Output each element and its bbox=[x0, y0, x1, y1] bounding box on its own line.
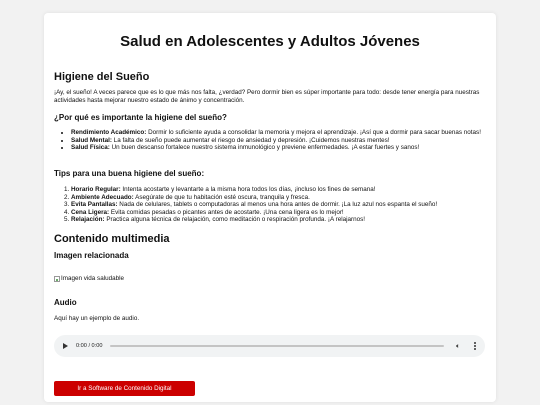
image-alt-text: Imagen vida saludable bbox=[61, 275, 125, 282]
why-heading: ¿Por qué es importante la higiene del sueño? bbox=[54, 113, 227, 122]
audio-progress-track[interactable] bbox=[110, 345, 444, 347]
more-options-icon[interactable] bbox=[474, 342, 476, 350]
tip-item-text: Nada de celulares, tablets o computadoras al menos una hora antes de dormir. ¡La luz azul nos espanta el sueño! bbox=[117, 201, 438, 209]
audio-heading: Audio bbox=[54, 298, 77, 307]
why-list bbox=[54, 129, 491, 152]
volume-icon[interactable]: 🔈︎ bbox=[456, 342, 461, 350]
tip-item-term: Evita Pantallas: bbox=[71, 201, 118, 209]
sleep-intro: ¡Ay, el sueño! A veces parece que es lo que más nos falta, ¿verdad? Pero dormir bien es súper importante para todo: desde tener energía para nuestras actividades hasta mejorar nuestro estado de ánimo y concentración. bbox=[54, 89, 480, 104]
why-item-term: Rendimiento Académico: bbox=[71, 129, 147, 136]
page-title: Salud en Adolescentes y Adultos Jóvenes bbox=[120, 33, 420, 50]
why-item bbox=[71, 137, 491, 145]
tip-item bbox=[71, 186, 491, 194]
content-card bbox=[44, 13, 496, 402]
sleep-heading: Higiene del Sueño bbox=[54, 71, 150, 83]
why-item-text: Dormir lo suficiente ayuda a consolidar la memoria y mejora el aprendizaje. ¡Así que a dormir para sacar buenas notas! bbox=[146, 129, 481, 136]
broken-image-icon bbox=[54, 276, 60, 282]
audio-time: 0:00 / 0:00 bbox=[76, 343, 103, 349]
tip-item bbox=[71, 194, 491, 202]
why-item-term: Salud Física: bbox=[71, 144, 110, 152]
why-item-term: Salud Mental: bbox=[71, 136, 112, 144]
play-icon[interactable] bbox=[63, 343, 68, 349]
tips-heading: Tips para una buena higiene del sueño: bbox=[54, 169, 205, 178]
tip-item-text: Evita comidas pesadas o picantes antes de acostarte. ¡Una cena ligera es lo mejor! bbox=[109, 208, 344, 216]
go-to-digital-content-button[interactable]: Ir a Software de Contenido Digital bbox=[54, 381, 195, 396]
why-item-text: La falta de sueño puede aumentar el riesgo de ansiedad y depresión. ¡Cuidemos nuestras mentes! bbox=[111, 136, 390, 144]
tip-item-term: Ambiente Adecuado: bbox=[71, 193, 134, 201]
audio-text: Aquí hay un ejemplo de audio. bbox=[54, 315, 140, 322]
tip-item bbox=[71, 209, 491, 217]
related-image bbox=[54, 275, 124, 282]
why-item-text: Un buen descanso fortalece nuestro sistema inmunológico y previene enfermedades. ¡A estar fuertes y sanos! bbox=[109, 144, 420, 152]
tip-item bbox=[71, 201, 491, 209]
why-item bbox=[71, 129, 491, 137]
tip-item-text: Intenta acostarte y levantarte a la misma hora todos los días, ¡incluso los fines de semana! bbox=[120, 186, 376, 193]
tips-list bbox=[54, 186, 491, 224]
tip-item-term: Relajación: bbox=[71, 216, 105, 224]
audio-player[interactable] bbox=[54, 335, 485, 357]
tip-item-term: Cena Ligera: bbox=[71, 208, 110, 216]
image-heading: Imagen relacionada bbox=[54, 251, 129, 260]
tip-item-text: Asegúrate de que tu habitación esté oscura, tranquila y fresca. bbox=[133, 193, 310, 201]
tip-item bbox=[71, 216, 491, 224]
why-item bbox=[71, 144, 491, 152]
tip-item-term: Horario Regular: bbox=[71, 186, 121, 193]
multimedia-heading: Contenido multimedia bbox=[54, 233, 170, 245]
tip-item-text: Practica alguna técnica de relajación, como meditación o respiración profunda. ¡A relajarnos! bbox=[104, 216, 366, 224]
